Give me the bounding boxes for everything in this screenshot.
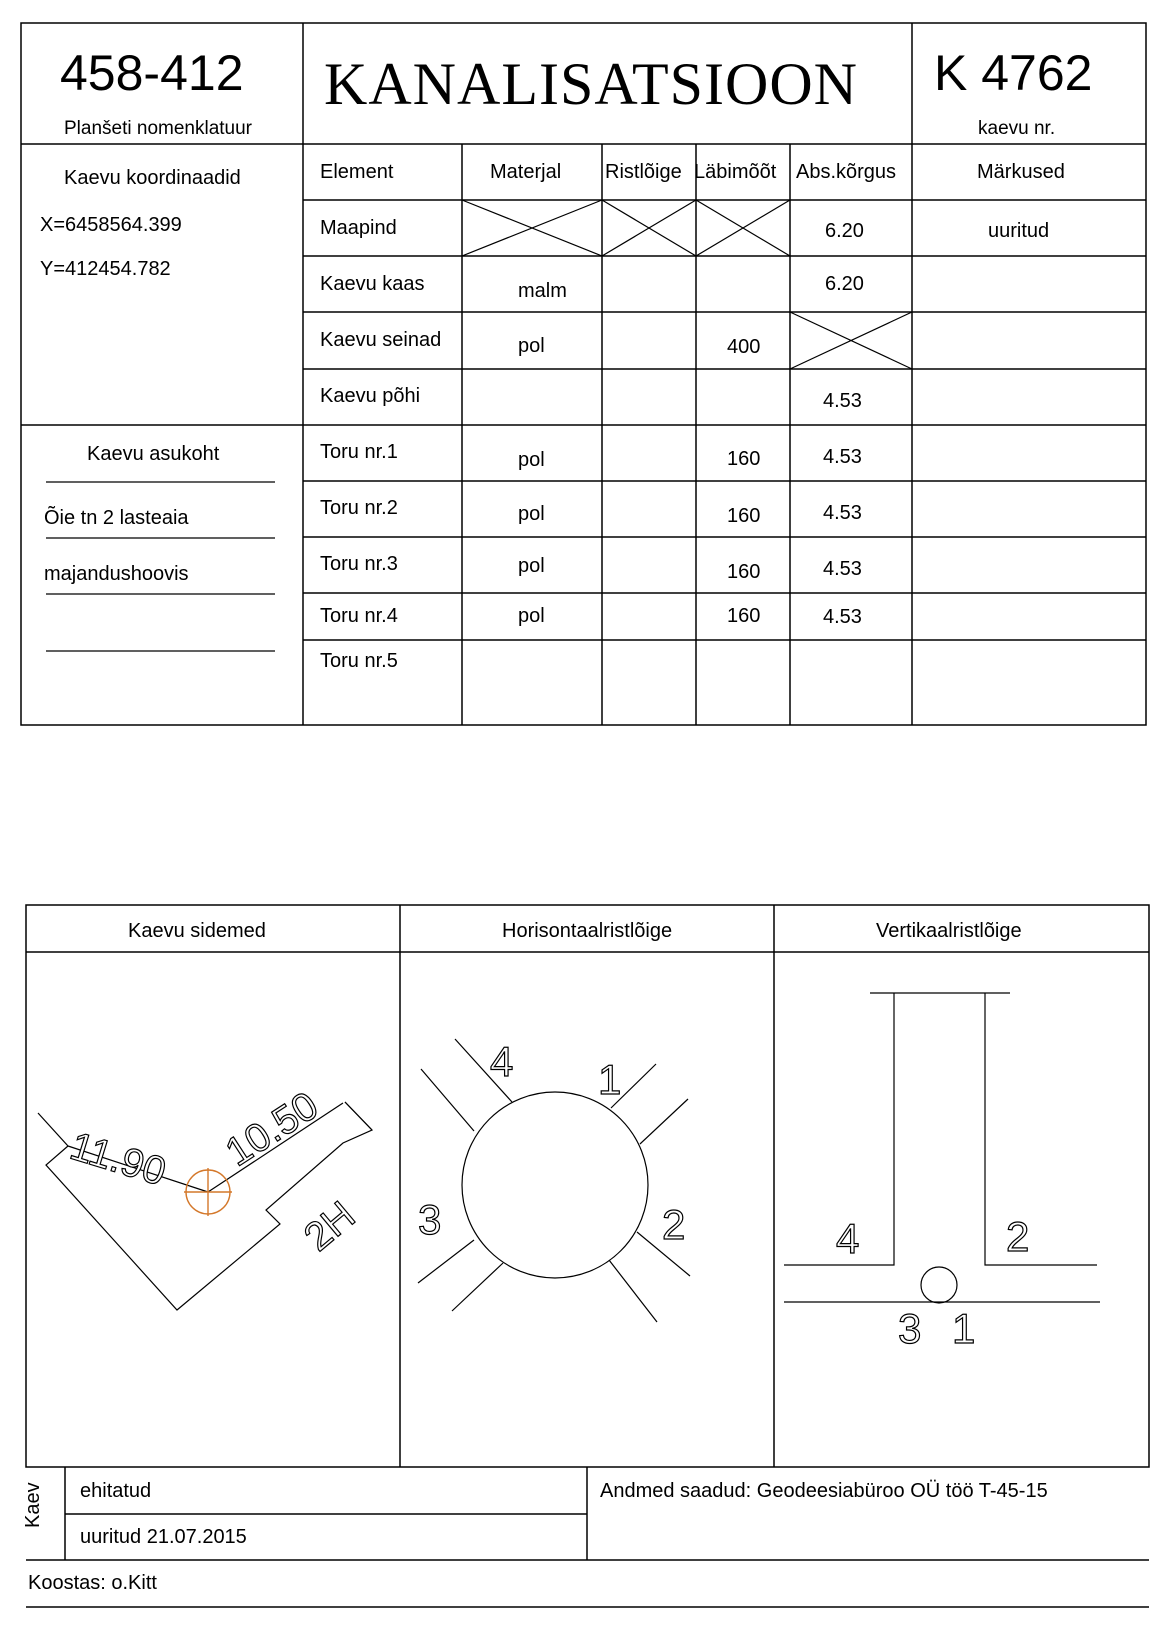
table-row-height: 4.53 (823, 558, 862, 580)
table-row-diameter: 160 (727, 505, 761, 527)
pipe-label: 4 (836, 1215, 860, 1262)
table-row-material: pol (518, 503, 545, 525)
location-label: Kaevu asukoht (87, 443, 220, 465)
table-row-material: pol (518, 555, 545, 577)
pipe-label: 1 (952, 1305, 976, 1352)
tie-distance-1: 11.90 (65, 1124, 171, 1195)
pipe-label: 3 (418, 1196, 442, 1243)
sheet-caption: Planšeti nomenklatuur (64, 118, 252, 139)
pipe-label: 2 (1006, 1213, 1030, 1260)
column-header-section: Ristlõige (605, 161, 682, 183)
table-row-element: Toru nr.1 (320, 441, 398, 463)
table-row-diameter: 160 (727, 561, 761, 583)
footer-source: Andmed saadud: Geodeesiabüroo OÜ töö T-45-15 (600, 1480, 1048, 1502)
vertical-section (784, 993, 1100, 1303)
pipe-label: 4 (490, 1038, 514, 1085)
ties-header: Kaevu sidemed (128, 920, 266, 942)
table-row-material: pol (518, 449, 545, 471)
well-circle (462, 1092, 648, 1278)
footer-compiled: Koostas: o.Kitt (28, 1572, 157, 1594)
footer-surveyed: uuritud 21.07.2015 (80, 1526, 247, 1548)
vertical-section-header: Vertikaalristlõige (876, 920, 1022, 942)
pipe-label: 1 (598, 1056, 622, 1103)
pipe-label: 3 (898, 1305, 922, 1352)
column-header-height: Abs.kõrgus (796, 161, 897, 183)
table-row-diameter: 400 (727, 336, 761, 358)
table-row-element: Toru nr.2 (320, 497, 398, 519)
table-row-height: 4.53 (823, 390, 862, 412)
table-row-element: Kaevu kaas (320, 273, 425, 295)
column-header-notes: Märkused (977, 161, 1065, 183)
table-row-height: 6.20 (825, 273, 864, 295)
table-row-material: malm (518, 280, 567, 302)
well-marker (184, 1168, 232, 1216)
table-row-diameter: 160 (727, 448, 761, 470)
column-header-diameter: Läbimõõt (694, 161, 777, 183)
coordinate-x: X=6458564.399 (40, 214, 182, 236)
table-row-element: Toru nr.5 (320, 650, 398, 672)
well-number: K 4762 (934, 45, 1093, 101)
table-row-height: 4.53 (823, 446, 862, 468)
well-caption: kaevu nr. (978, 118, 1056, 139)
table-row-element: Maapind (320, 217, 397, 239)
building-label: 2H (296, 1193, 364, 1260)
sheet-number: 458-412 (60, 45, 244, 101)
horizontal-section-header: Horisontaalristlõige (502, 920, 673, 942)
coordinate-y: Y=412454.782 (40, 258, 171, 280)
coordinates-label: Kaevu koordinaadid (64, 167, 241, 189)
table-row-material: pol (518, 605, 545, 627)
pipe-label: 2 (662, 1201, 686, 1248)
table-row-element: Kaevu põhi (320, 385, 421, 407)
table-row-element: Toru nr.3 (320, 553, 398, 575)
table-row-height: 4.53 (823, 502, 862, 524)
location-line-2: majandushoovis (44, 563, 189, 585)
tie-distance-2: 10.50 (218, 1083, 326, 1175)
location-line-1: Õie tn 2 lasteaia (44, 507, 189, 529)
horizontal-section (418, 1039, 690, 1322)
page-title: KANALISATSIOON (324, 51, 858, 117)
column-header-element: Element (320, 161, 394, 183)
table-row-notes: uuritud (988, 220, 1050, 242)
table-row-height: 4.53 (823, 606, 862, 628)
table-row-element: Toru nr.4 (320, 605, 398, 627)
table-row-element: Kaevu seinad (320, 329, 442, 351)
footer-side-label: Kaev (22, 1482, 44, 1528)
table-row-material: pol (518, 335, 545, 357)
footer-built: ehitatud (80, 1480, 152, 1502)
column-header-material: Materjal (490, 161, 562, 183)
table-row-diameter: 160 (727, 605, 761, 627)
table-row-height: 6.20 (825, 220, 864, 242)
